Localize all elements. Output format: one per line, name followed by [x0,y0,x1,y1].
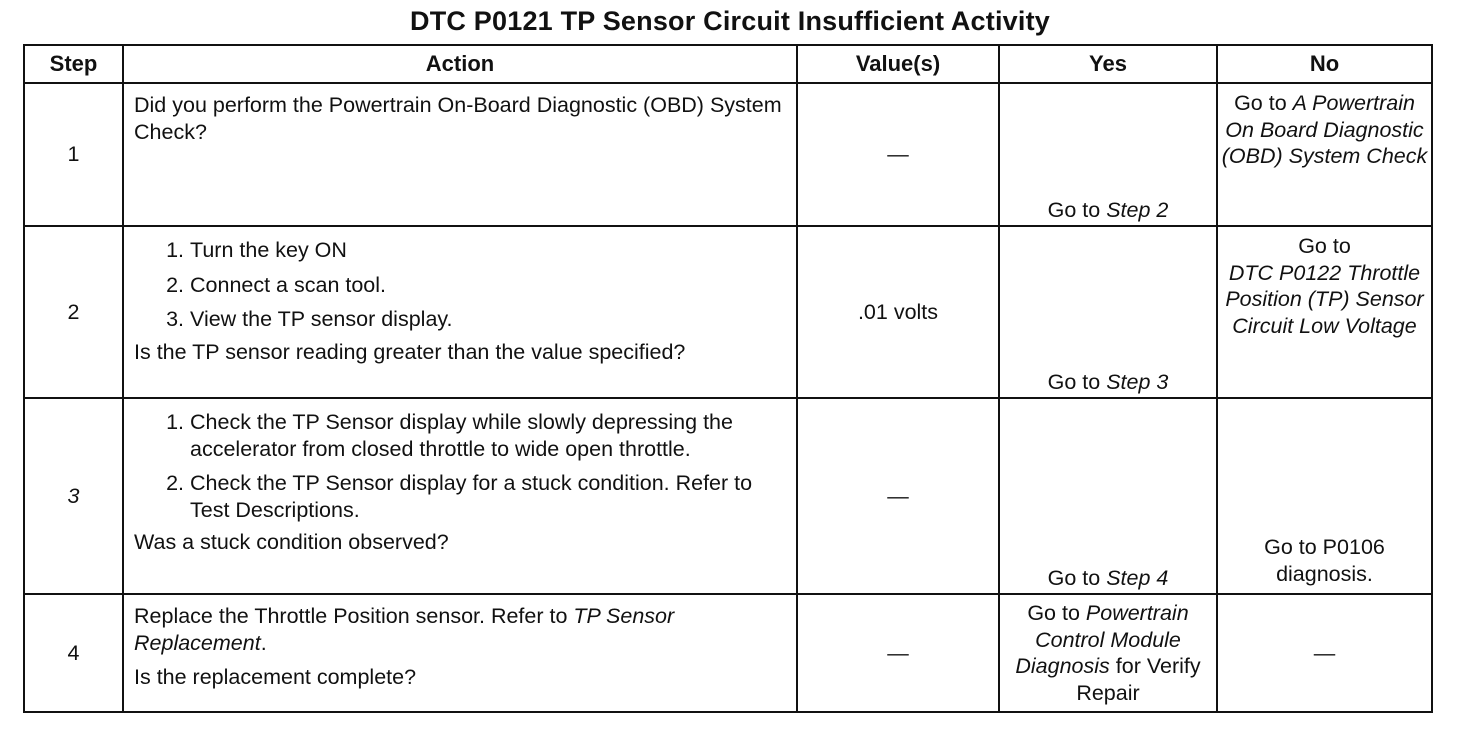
no-cell [1217,398,1432,594]
value-cell: .01 volts [797,226,999,398]
table-row [24,398,1432,594]
no-prefix: Go to [1234,91,1293,115]
list-item: 1. Check the TP Sensor display while slowly depressing the accelerator from closed throttle to wide open throttle. [190,409,786,462]
value-cell: — [797,594,999,712]
header-values: Value(s) [797,45,999,83]
no-cell [1217,83,1432,226]
header-row [24,45,1432,83]
diagnostic-table [23,44,1433,713]
yes-link[interactable]: Step 3 [1106,369,1169,394]
yes-link[interactable]: Step 4 [1106,565,1169,590]
yes-cell [999,226,1217,398]
yes-link[interactable]: Step 2 [1106,197,1169,222]
action-question: Is the replacement complete? [134,665,417,689]
yes-prefix: Go to [1047,369,1107,394]
header-no: No [1217,45,1432,83]
action-steps [134,409,786,523]
header-action: Action [123,45,797,83]
value-cell: — [797,398,999,594]
no-link[interactable]: DTC P0122 Throttle Position (TP) Sensor Circuit Low Voltage [1225,260,1424,338]
list-item: 3. View the TP sensor display. [190,306,786,333]
yes-cell [999,83,1217,226]
action-cell [123,226,797,398]
no-text[interactable]: Go to P0106 diagnosis. [1264,535,1385,586]
yes-cell [999,398,1217,594]
table-row [24,83,1432,226]
list-item: 2. Connect a scan tool. [190,272,786,299]
action-question: Was a stuck condition observed? [134,530,449,554]
no-prefix: Go to [1298,234,1351,258]
value-cell: — [797,83,999,226]
list-item: 2. Check the TP Sensor display for a stuck condition. Refer to Test Descriptions. [190,470,786,523]
yes-link[interactable]: Powertrain Control Module Diagnosis [1015,601,1189,678]
page-title: DTC P0121 TP Sensor Circuit Insufficient Activity [410,6,1050,36]
yes-suffix: for Verify Repair [1076,654,1201,705]
action-question: Did you perform the Powertrain On-Board Diagnostic (OBD) System Check? [134,93,782,144]
action-suffix: . [260,630,267,655]
yes-prefix: Go to [1047,197,1107,222]
no-text: — [1313,640,1336,665]
table-row [24,594,1432,712]
step-number: 4 [24,594,123,712]
step-number: 3 [24,398,123,594]
action-cell [123,83,797,226]
header-step: Step [24,45,123,83]
action-prefix: Replace the Throttle Position sensor. Refer to [134,604,574,628]
action-steps [134,237,786,333]
table-row [24,226,1432,398]
action-question: Is the TP sensor reading greater than the value specified? [134,339,686,364]
step-number: 1 [24,83,123,226]
action-link[interactable]: TP Sensor Replacement [134,604,675,655]
action-cell [123,398,797,594]
action-cell [123,594,797,712]
yes-prefix: Go to [1027,601,1086,625]
no-cell [1217,594,1432,712]
yes-cell [999,594,1217,712]
header-yes: Yes [999,45,1217,83]
action-instruction [134,603,786,656]
yes-prefix: Go to [1047,565,1107,590]
no-cell [1217,226,1432,398]
list-item: 1. Turn the key ON [190,237,786,264]
step-number: 2 [24,226,123,398]
no-link[interactable]: A Powertrain On Board Diagnostic (OBD) System Check [1221,91,1428,168]
